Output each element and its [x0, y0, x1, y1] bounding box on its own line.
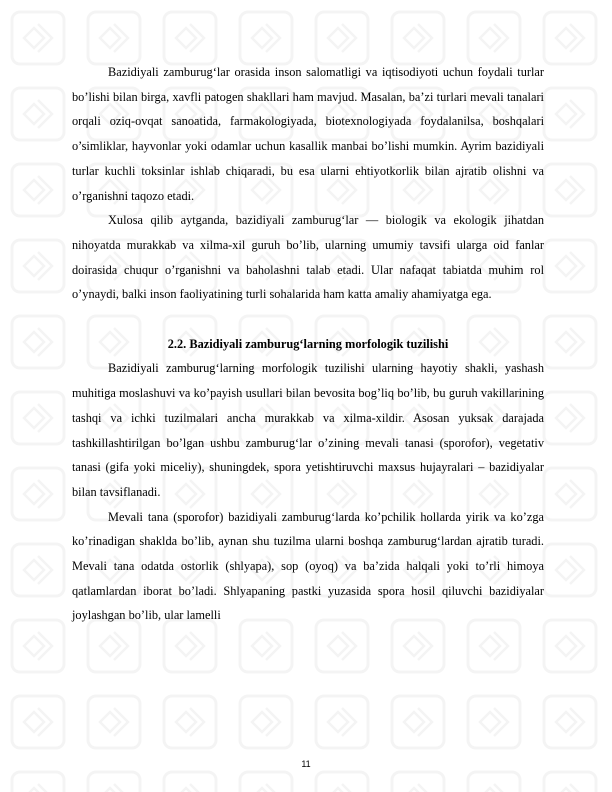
- section-spacer: [72, 307, 544, 332]
- page-number: 11: [301, 759, 311, 769]
- document-body: [72, 60, 544, 628]
- paragraph-conclusion: Xulosa qilib aytganda, bazidiyali zamburug‘lar — biologik va ekologik jihatdan nihoyatda murakkab va xilma-xil guruh bo’lib, ularning umumiy tavsifi ularga oid fanlar doirasida chuqur o’rganishni va baholashni talab etadi. Ular nafaqat tabiatda muhim rol o’ynaydi, balki inson faoliyatining turli sohalarida ham katta amaliy ahamiyatga ega.: [72, 213, 544, 302]
- paragraph-morphology-intro: Bazidiyali zamburug‘larning morfologik tuzilishi ularning hayotiy shakli, yashash muhitiga moslashuvi va ko’payish usullari bilan bevosita bog’liq bo’lib, bu guruh vakillarining tashqi va ichki tuzilmalari ancha murakkab va xilma-xildir. Asosan yuksak darajada tashkillashtirilgan bo’lgan ushbu zamburug‘lar o’zining mevali tanasi (sporofor), vegetativ tanasi (gifa yoki miceliy), shuningdek, spora yetishtiruvchi maxsus hujayralari – bazidiyalar bilan tavsiflanadi.: [72, 361, 544, 499]
- paragraph-pathogens: Bazidiyali zamburug‘lar orasida inson salomatligi va iqtisodiyoti uchun foydali turlar bo’lishi bilan birga, xavfli patogen shakllari ham mavjud. Masalan, ba’zi turlari mevali tanalari orqali oziq-ovqat sanoatida, farmakologiyada, biotexnologiyada foydalanilsa, boshqalari o’simliklar, hayvonlar yoki odamlar uchun kasallik manbai bo’lishi mumkin. Ayrim bazidiyali turlar kuchli toksinlar ishlab chiqaradi, bu esa ularni ehtiyotkorlik bilan ajratib olishni va o’rganishni taqozo etadi.: [72, 65, 544, 203]
- paragraph-fruiting-body: Mevali tana (sporofor) bazidiyali zamburug‘larda ko’pchilik hollarda yirik va ko’zga ko’rinadigan shaklda bo’lib, aynan shu tuzilma ularni boshqa zamburug‘lardan ajratib turadi. Mevali tana odatda ostorlik (shlyapa), sop (oyoq) va ba’zida halqali yoki to’rli himoya qatlamlardan iborat bo’ladi. Shlyapaning pastki yuzasida spora hosil qiluvchi bazidiyalar joylashgan bo’lib, ular lamelli: [72, 509, 544, 623]
- section-heading: 2.2. Bazidiyali zamburug‘larning morfologik tuzilishi: [167, 336, 449, 351]
